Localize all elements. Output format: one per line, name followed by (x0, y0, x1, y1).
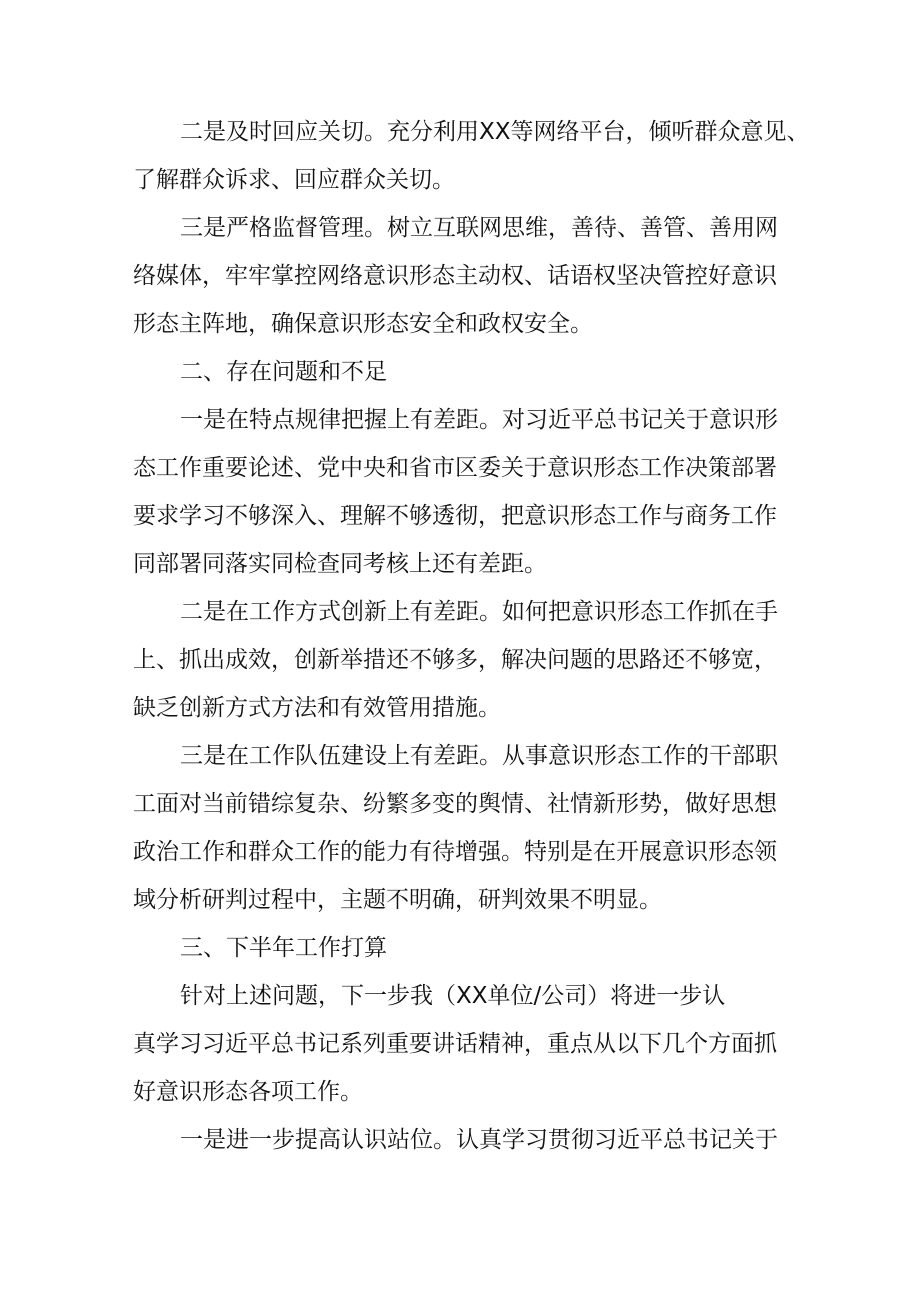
text-line: 针对上述问题，下一步我（XX单位/公司）将进一步认 (180, 983, 726, 1009)
text-line: 二是在工作方式创新上有差距。如何把意识形态工作抓在手 (180, 599, 778, 625)
section-heading (133, 924, 803, 972)
text-line: 络媒体，牢牢掌控网络意识形态主动权、话语权坚决管控好意识 (133, 263, 777, 289)
text-line: 好意识形态各项工作。 (133, 1079, 363, 1105)
paragraph (133, 588, 803, 732)
text-line: 二、存在问题和不足 (180, 359, 387, 385)
text-line: 上、抓出成效，创新举措还不够多，解决问题的思路还不够宽， (133, 647, 777, 673)
document-body (133, 108, 810, 1164)
text-line: 三是在工作队伍建设上有差距。从事意识形态工作的干部职 (180, 743, 778, 769)
paragraph (133, 204, 803, 348)
paragraph (133, 732, 803, 924)
section-heading (133, 348, 803, 396)
paragraph (133, 972, 803, 1116)
text-line: 一是在特点规律把握上有差距。对习近平总书记关于意识形 (180, 407, 778, 433)
text-line: 政治工作和群众工作的能力有待增强。特别是在开展意识形态领 (133, 839, 777, 865)
text-line: 态工作重要论述、党中央和省市区委关于意识形态工作决策部署 (133, 455, 777, 481)
paragraph (133, 396, 803, 588)
text-line: 真学习习近平总书记系列重要讲话精神，重点从以下几个方面抓 (133, 1031, 777, 1057)
paragraph (133, 1116, 803, 1164)
text-line: 要求学习不够深入、理解不够透彻，把意识形态工作与商务工作 (133, 503, 777, 529)
text-line: 域分析研判过程中，主题不明确，研判效果不明显。 (133, 887, 662, 913)
text-line: 同部署同落实同检查同考核上还有差距。 (133, 551, 547, 577)
text-line: 工面对当前错综复杂、纷繁多变的舆情、社情新形势，做好思想 (133, 791, 777, 817)
text-line: 了解群众诉求、回应群众关切。 (133, 167, 455, 193)
text-line: 三、下半年工作打算 (180, 935, 387, 961)
paragraph (133, 108, 810, 204)
text-line: 一是进一步提高认识站位。认真学习贯彻习近平总书记关于 (180, 1127, 778, 1153)
text-line: 三是严格监督管理。树立互联网思维，善待、善管、善用网 (180, 215, 778, 241)
text-line: 二是及时回应关切。充分利用XX等网络平台，倾听群众意见、 (180, 119, 810, 145)
text-line: 缺乏创新方式方法和有效管用措施。 (133, 695, 501, 721)
text-line: 形态主阵地，确保意识形态安全和政权安全。 (133, 311, 593, 337)
